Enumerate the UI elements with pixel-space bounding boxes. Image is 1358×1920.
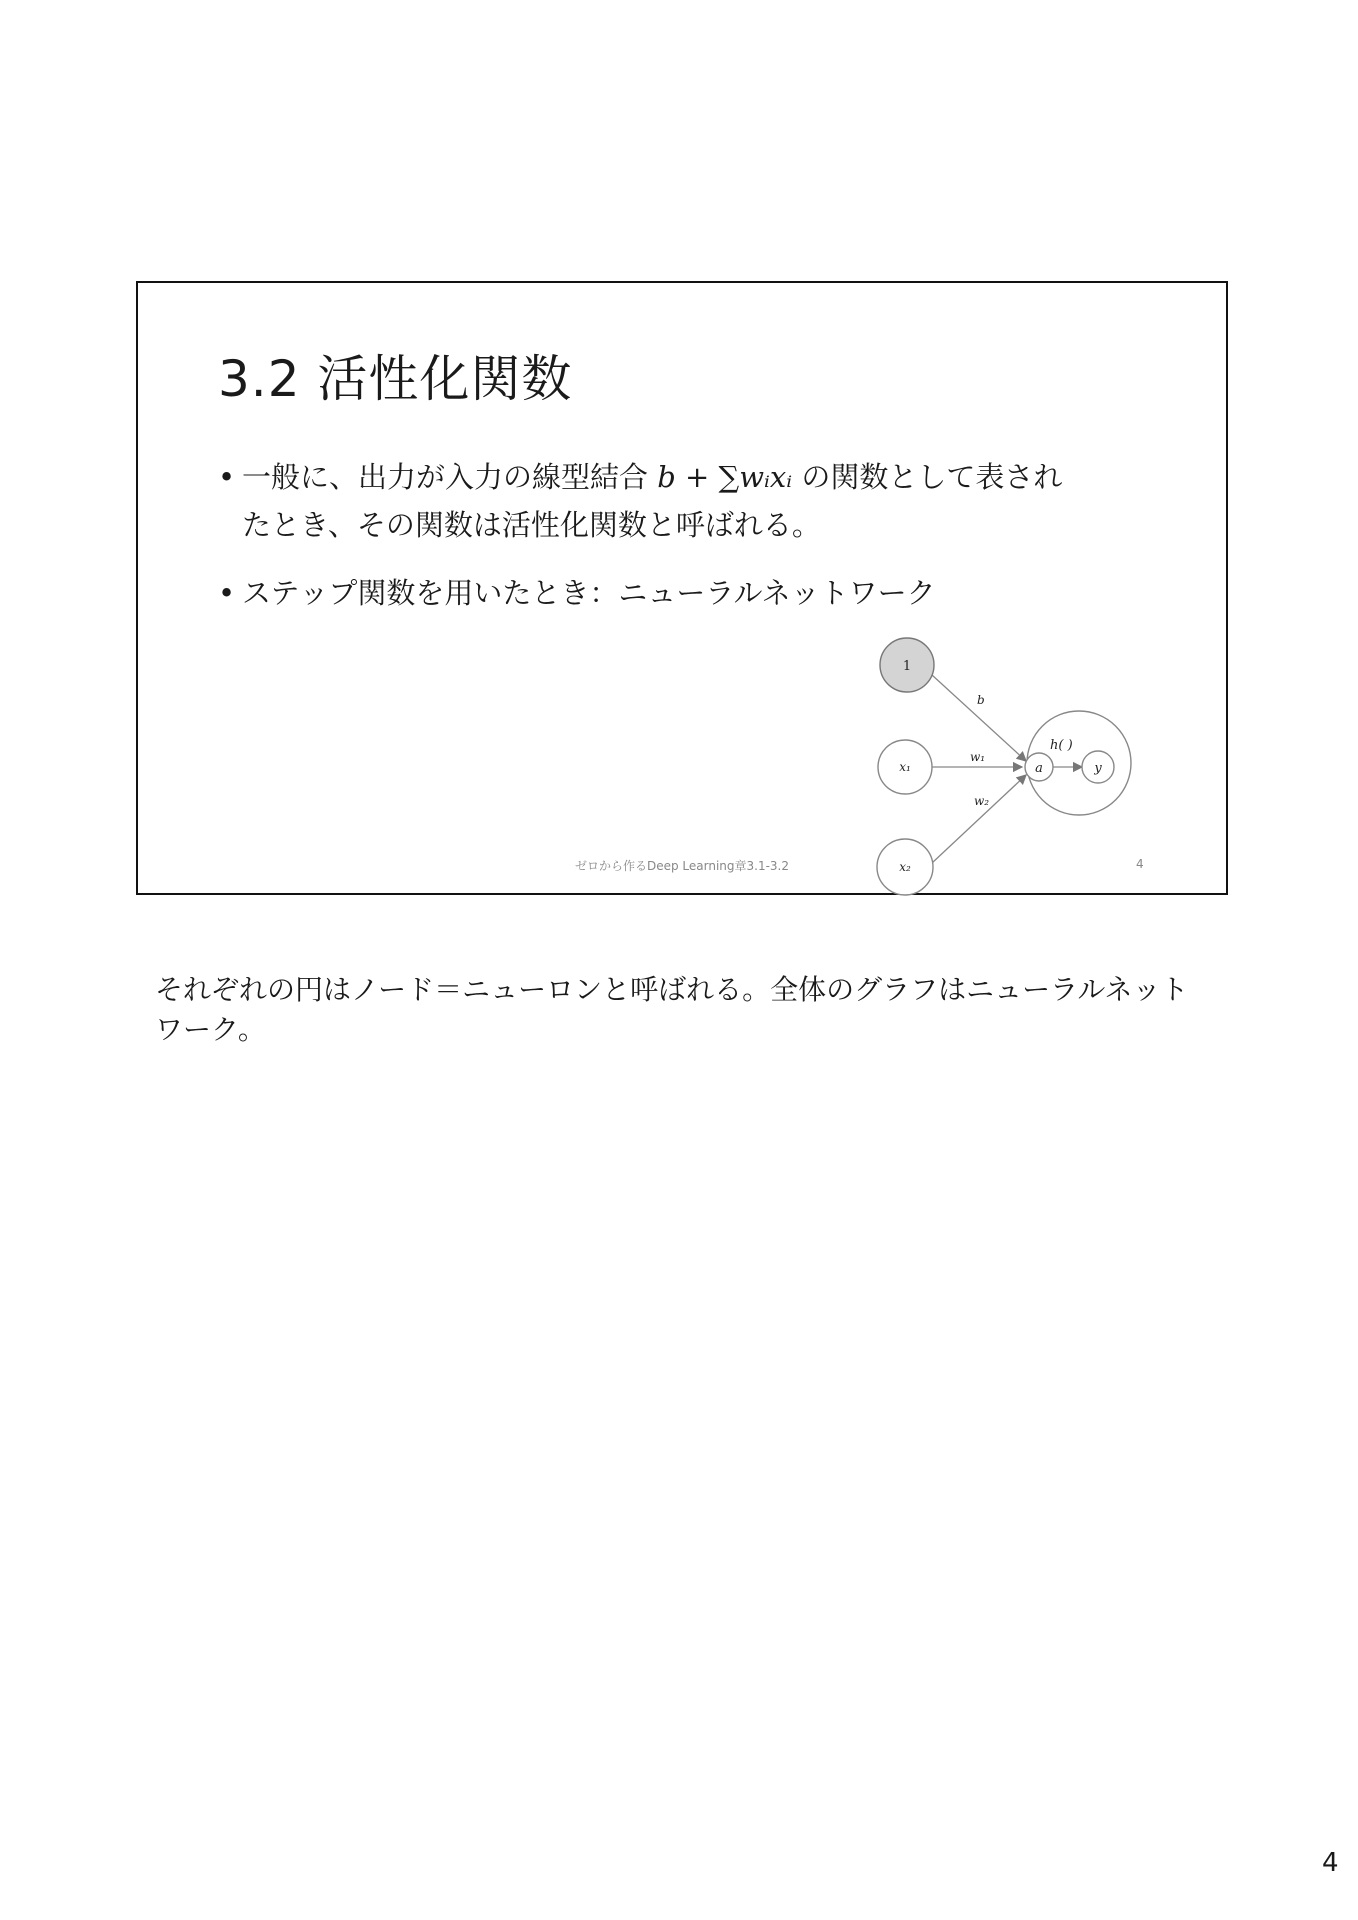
bullet-text: ステップ関数を用いたとき：ニューラルネットワーク [242, 576, 936, 610]
slide-title: 3.2 活性化関数 [218, 350, 573, 408]
edge-x2 [932, 775, 1026, 863]
edge-label-w2: w₂ [974, 794, 990, 808]
edge-bias [932, 675, 1026, 761]
bullet-list [218, 453, 1178, 637]
bullet-text-after: の関数として表され [801, 460, 1063, 494]
bullet-line-1 [242, 453, 1178, 501]
bias-node-label: 1 [902, 659, 912, 674]
slide [136, 281, 1228, 895]
input-node-x2-label: x₂ [899, 860, 911, 874]
page-number: 4 [1322, 1848, 1339, 1878]
slide-footer: ゼロから作るDeep Learning章3.1-3.2 [574, 859, 790, 873]
bullet-item-step-function [218, 569, 1178, 617]
linear-combination-formula: b + ∑wᵢxᵢ [657, 460, 793, 494]
activation-h-label: h( ) [1050, 738, 1073, 753]
edge-label-b: b [977, 693, 985, 707]
speaker-note: それぞれの円はノード＝ニューロンと呼ばれる。全体のグラフはニューラルネットワーク。 [155, 973, 1189, 1046]
input-node-x1-label: x₁ [899, 760, 911, 774]
bullet-item-activation-definition [218, 453, 1178, 549]
edge-label-w1: w₁ [970, 750, 986, 764]
bullet-line-2: たとき、その関数は活性化関数と呼ばれる。 [242, 508, 821, 542]
bullet-dot: • [218, 576, 236, 610]
slide-number: 4 [1136, 857, 1144, 871]
sum-node-a-label: a [1035, 761, 1043, 776]
bullet-dot: • [218, 460, 236, 494]
output-node-y-label: y [1094, 761, 1102, 776]
bullet-text-before: 一般に、出力が入力の線型結合 [242, 460, 649, 494]
